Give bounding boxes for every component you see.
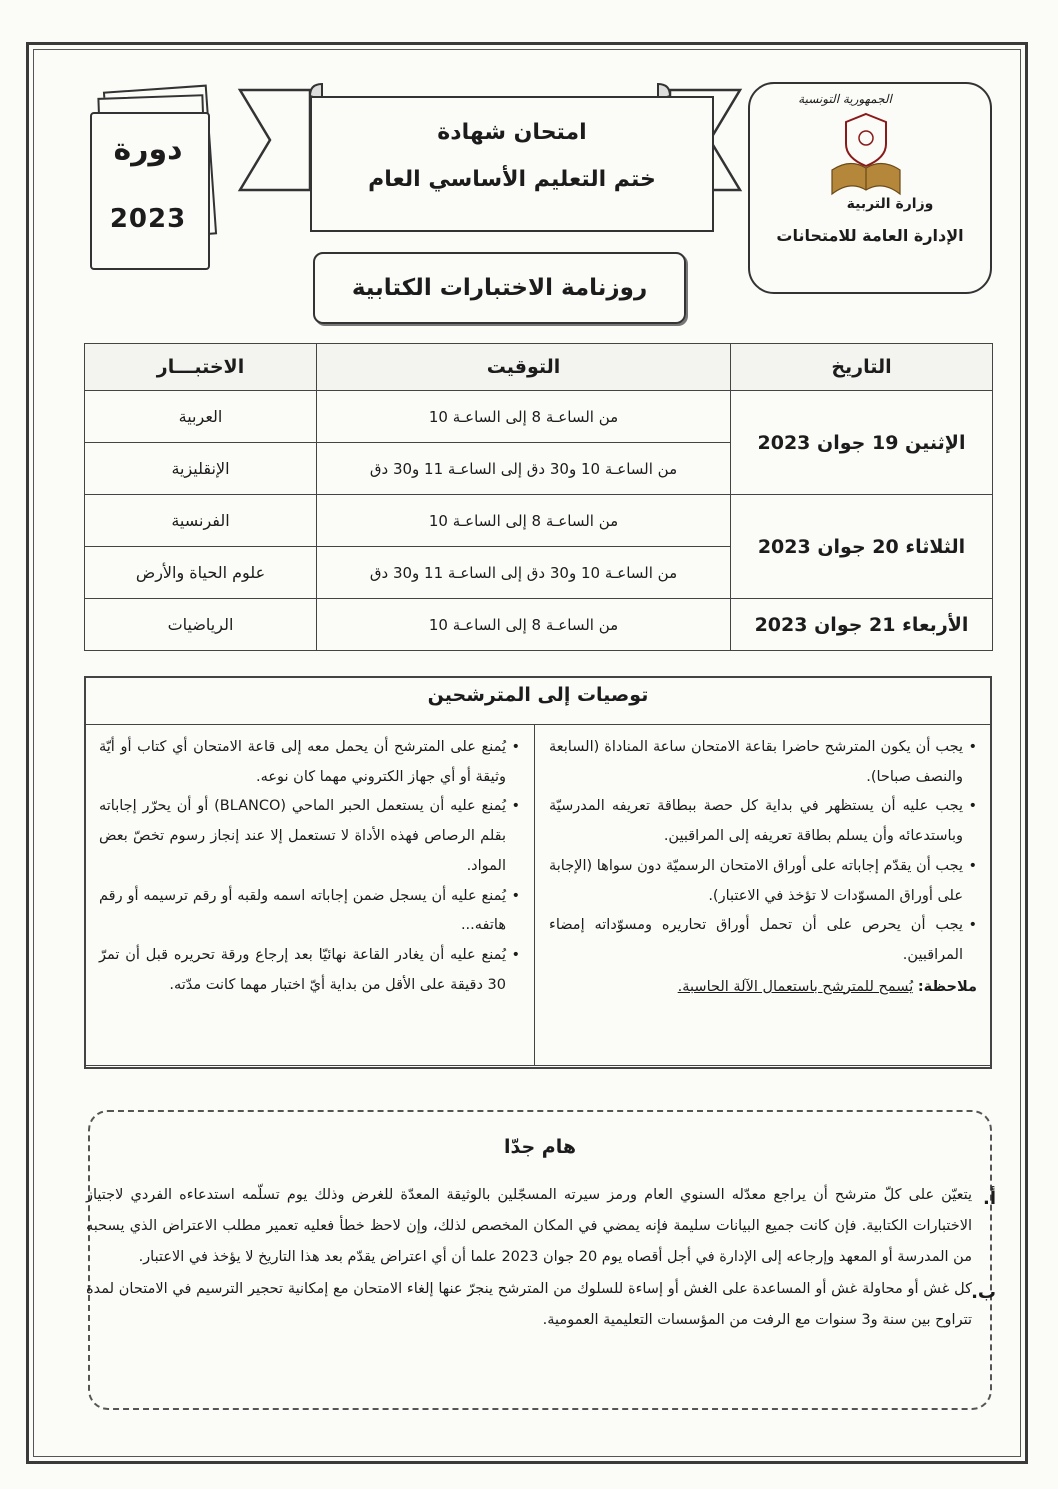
item-marker: أ. [982, 1188, 996, 1209]
list-item: • يجب أن يكون المترشح حاضرا بقاعة الامتحان ساعة المناداة (السابعة والنصف صباحا). [549, 733, 963, 792]
table-row [85, 495, 993, 547]
recommendations-title: توصيات إلى المترشحين [427, 684, 649, 706]
calendar-title: روزنامة الاختبارات الكتابية [313, 252, 686, 324]
note-text: يُسمح للمترشح باستعمال الآلة الحاسبة. [677, 978, 914, 995]
exam-subject: الرياضيات [85, 599, 317, 651]
list-item: • يجب عليه أن يستظهر في بداية كل حصة ببطاقة تعريفه المدرسيّة وباستدعائه وأن يسلم بطاقة تعريفه إلى المراقبين. [549, 792, 963, 851]
exam-time: من الساعـة 10 و30 دق إلى الساعـة 11 و30 دق [317, 547, 731, 599]
exam-title-line1: امتحان شهادة [437, 120, 587, 145]
exam-title-box [310, 96, 714, 232]
list-item: • يُمنع على المترشح أن يحمل معه إلى قاعة الامتحان أي كتاب أو أيّة وثيقة أو أي جهاز الكتروني مهما كان نوعه. [99, 733, 506, 792]
ministry-name: وزارة التربية [846, 196, 934, 212]
header-subject: الاختبـــار [85, 344, 317, 391]
note-label: ملاحظة: [917, 978, 977, 995]
schedule-table [84, 343, 993, 651]
republic-name: الجمهورية التونسية [798, 92, 892, 106]
exam-date: الأربعاء 21 جوان 2023 [731, 599, 993, 651]
important-title: هام جدّا [503, 1136, 577, 1158]
header-date: التاريخ [731, 344, 993, 391]
ministry-emblem [826, 110, 906, 198]
list-item: • يجب أن يحرص على أن تحمل أوراق تحاريره ومسوّداته إمضاء المراقبين. [549, 911, 963, 970]
recommendations-left-column [84, 724, 535, 1066]
header-time: التوقيت [317, 344, 731, 391]
exam-subject: الإنقليزية [85, 443, 317, 495]
exam-date: الثلاثاء 20 جوان 2023 [731, 495, 993, 599]
list-item: • يُمنع عليه أن يغادر القاعة نهائيّا بعد إرجاع ورقة تحريره قبل أن تمرّ 30 دقيقة على الأقل من بداية أيّ اختبار مهما كانت مدّته. [99, 941, 506, 1000]
department-name: الإدارة العامة للامتحانات [776, 226, 964, 245]
item-text: كل غش أو محاولة غش أو المساعدة على الغش أو إساءة للسلوك من المترشح ينجرّ عنها إلغاء الامتحان مع إمكانية تحجير الترسيم في الامتحان لمدة تتراوح بين سنة و3 سنوات مع الرفت من المؤسسات التعليمية العمومية. [86, 1280, 972, 1328]
notice-item [86, 1180, 996, 1274]
calculator-note [549, 973, 977, 1003]
item-text: يتعيّن على كلّ مترشح أن يراجع معدّله السنوي العام ورمز سيرته المسجّلين بالوثيقة المعدّة للغرض وذلك يوم تسلّمه استدعاءه الفردي لاجتياز الاختبارات الكتابية. فإن كانت جميع البيانات سليمة فإنه يمضي في المكان المخصص لذلك، وإن لاحظ خطأ فعليه تعمير مطلب الاعتراض الذي يسحبه من المدرسة أو المعهد وإرجاعه إلى الإدارة في أجل أقصاه يوم 20 جوان 2023 علما أن أي اعتراض يقدّم بعد هذا التاريخ لا يؤخذ في الاعتبار. [86, 1187, 972, 1266]
table-row [85, 599, 993, 651]
exam-subject: الفرنسية [85, 495, 317, 547]
exam-time: من الساعـة 8 إلى الساعـة 10 [317, 391, 731, 443]
exam-time: من الساعـة 8 إلى الساعـة 10 [317, 599, 731, 651]
table-row [85, 391, 993, 443]
exam-time: من الساعـة 8 إلى الساعـة 10 [317, 495, 731, 547]
exam-time: من الساعـة 10 و30 دق إلى الساعـة 11 و30 دق [317, 443, 731, 495]
recommendations-right-column [534, 724, 992, 1066]
item-marker: ب. [971, 1281, 996, 1303]
exam-subject: العربية [85, 391, 317, 443]
notice-item [86, 1274, 996, 1336]
session-label: دورة [113, 132, 183, 167]
exam-date: الإثنين 19 جوان 2023 [731, 391, 993, 495]
session-year: 2023 [109, 204, 187, 234]
important-notice-text [86, 1180, 996, 1336]
exam-subject: علوم الحياة والأرض [85, 547, 317, 599]
list-item: • يجب أن يقدّم إجاباته على أوراق الامتحان الرسميّة دون سواها (الإجابة على أوراق المسوّدات لا تؤخذ في الاعتبار). [549, 852, 963, 911]
list-item: • يُمنع عليه أن يسجل ضمن إجاباته اسمه ولقبه أو رقم ترسيمه أو رقم هاتفه... [99, 882, 506, 941]
schedule-header-row [85, 344, 993, 391]
exam-title-line2: ختم التعليم الأساسي العام [368, 167, 656, 192]
list-item: • يُمنع عليه أن يستعمل الحبر الماحي (BLANCO) أو أن يحرّر إجاباته بقلم الرصاص فهذه الأداة لا تستعمل إلا عند إنجاز رسوم تخصّ بعض المواد. [99, 792, 506, 881]
